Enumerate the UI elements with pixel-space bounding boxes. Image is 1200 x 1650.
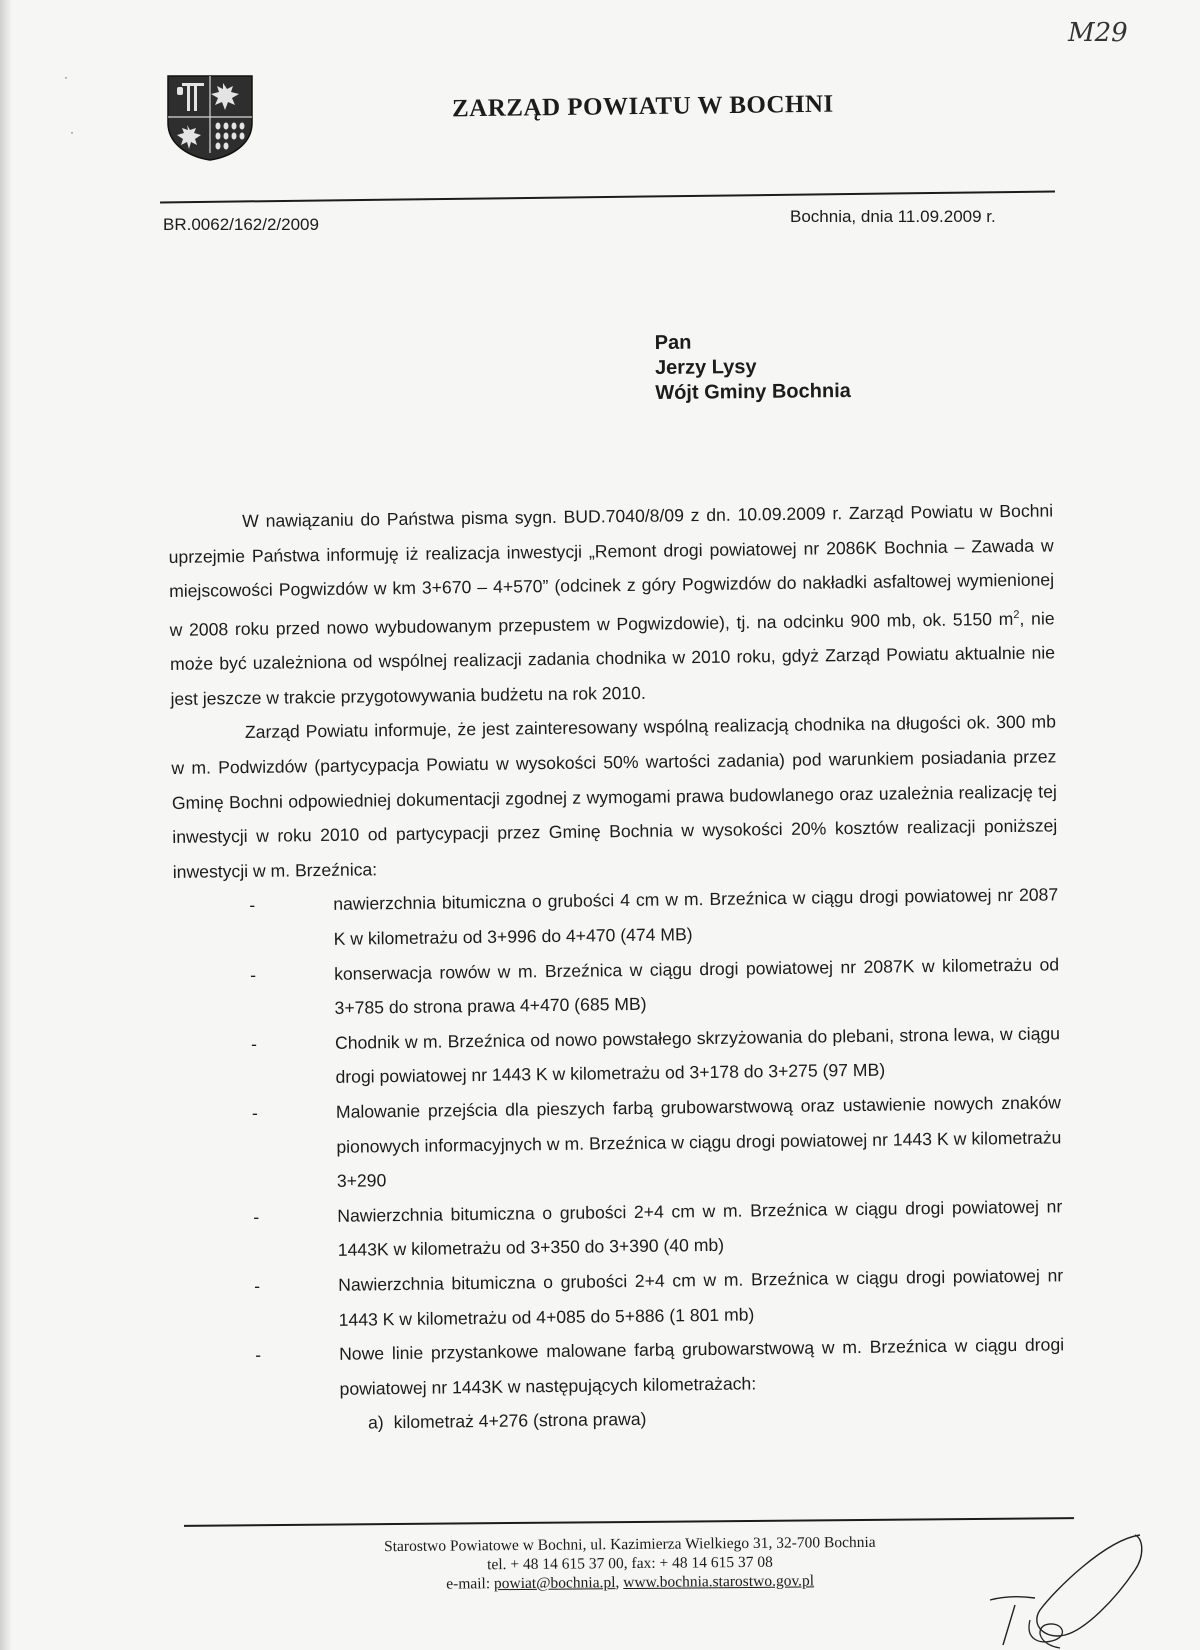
list-item-text: Nawierzchnia bitumiczna o grubości 2+4 cm w m. Brzeźnica w ciągu drogi powiatowej nr 1443 K w kilometrażu od 4+085 do 5+886 (1 801 mb) (338, 1265, 1064, 1330)
paragraph-1 (168, 493, 1056, 716)
letterhead-footer (240, 1532, 1020, 1596)
scan-speck: · (70, 125, 74, 139)
bullet-dash: - (253, 1206, 260, 1227)
email-label: e-mail: (446, 1575, 495, 1593)
superscript-2: 2 (1013, 608, 1020, 621)
sub-item-marker: a) (367, 1412, 384, 1433)
list-item (177, 1189, 1063, 1270)
footer-phone-fax: tel. + 48 14 615 37 00, fax: + 48 14 615 37 08 (487, 1553, 773, 1574)
email-link[interactable]: powiat@bochnia.pl (493, 1574, 616, 1593)
paragraph-1-text-cont: , nie może być uzależniona od wspólnej realizacji zadania chodnika w 2010 roku, gdyż Zarząd Powiatu aktualnie nie jest jeszcze w trakcie przygotowywania budżetu na rok 2010. (169, 608, 1056, 709)
bullet-dash: - (254, 1275, 261, 1296)
list-item-text: Nawierzchnia bitumiczna o grubości 2+4 cm w m. Brzeźnica w ciągu drogi powiatowej nr 1443K w kilometrażu od 3+350 do 3+390 (40 mb) (337, 1196, 1063, 1261)
list-item-text: konserwacja rowów w m. Brzeźnica w ciągu drogi powiatowej nr 2087K w kilometrażu od 3+785 do strona prawa 4+470 (685 MB) (334, 953, 1060, 1019)
paragraph-1-text: W nawiązaniu do Państwa pisma sygn. BUD.7040/8/09 z dn. 10.09.2009 r. Zarząd Powiatu w Bochni uprzejmie Państwa informuję iż realizacja inwestycji „Remont drogi powiatowej nr 2086K Bochnia – Zawada w miejscowości Pogwizdów w km 3+670 – 4+570” (odcinek z góry Pogwizdów do nakładki asfaltowej wymienionej w 2008 roku przed nowo wybudowanym przepustem w Pogwizdowie), tj. na odcinku 900 mb, ok. 5150 m (168, 500, 1055, 640)
list-item-text: Nowe linie przystankowe malowane farbą grubowarstwową w m. Brzeźnica w ciągu drogi powiatowej nr 1443K w następujących kilometrażach: (338, 1334, 1065, 1399)
list-item (174, 947, 1060, 1028)
addressee-name: Jerzy Lysy (654, 355, 757, 380)
footer-divider (184, 1517, 1074, 1527)
header-divider (160, 191, 1055, 204)
list-item-text: Malowanie przejścia dla pieszych farbą grubowarstwową oraz ustawienie nowych znaków pionowych informacyjnych w m. Brzeźnica w ciągu drogi powiatowej nr 1443 K w kilometrażu 3+290 (335, 1092, 1062, 1191)
handwritten-page-mark: M29 (1068, 18, 1128, 48)
place-and-date: Bochnia, dnia 11.09.2009 r. (790, 207, 996, 226)
scan-edge-shadow (0, 0, 12, 1650)
bullet-dash: - (249, 895, 256, 916)
document-title: ZARZĄD POWIATU W BOCHNI (451, 90, 834, 123)
list-item (176, 1085, 1062, 1200)
addressee-block (655, 329, 851, 406)
list-item (179, 1327, 1065, 1408)
bullet-dash: - (250, 964, 257, 985)
addressee-title: Wójt Gminy Bochnia (655, 379, 851, 405)
list-item-text: Chodnik w m. Brzeźnica od nowo powstałego skrzyżowania do plebani, strona lewa, w ciągu drogi powiatowej nr 1443 K w kilometrażu od 3+178 do 3+275 (97 MB) (334, 1023, 1061, 1088)
list-item-text: nawierzchnia bitumiczna o grubości 4 cm w m. Brzeźnica w ciągu drogi powiatowej nr 2087 K w kilometrażu od 3+996 do 4+470 (474 MB) (333, 884, 1059, 949)
footer-separator: , (615, 1574, 624, 1592)
website-link[interactable]: www.bochnia.starostwo.gov.pl (623, 1572, 815, 1592)
scan-speck: · (64, 70, 68, 84)
letter-body (168, 493, 1065, 1442)
reference-number: BR.0062/162/2/2009 (163, 215, 319, 234)
list-item (175, 1016, 1061, 1097)
footer-address: Starostwo Powiatowe w Bochni, ul. Kazimierza Wielkiego 31, 32-700 Bochnia (383, 1533, 876, 1556)
bullet-dash: - (251, 1102, 258, 1123)
list-item (178, 1258, 1064, 1339)
addressee-salutation: Pan (654, 331, 692, 355)
paragraph-2: Zarząd Powiatu informuje, że jest zainteresowany wspólną realizacją chodnika na długości ok. 300 mb w m. Podwizdów (partycypacja Powiatu w wysokości 50% wartości zadania) pod warunkiem posiadania przez Gminę Bochni odpowiedniej dokumentacji zgodnej z wymogami prawa budowlanego oraz uzależnia realizację tej inwestycji w roku 2010 od partycypacji przez Gminę Bochnia w wysokości 20% kosztów realizacji poniższej inwestycji w m. Brzeźnica: (171, 711, 1058, 882)
bullet-dash: - (250, 1033, 258, 1054)
bullet-dash: - (255, 1344, 262, 1366)
investment-list (173, 878, 1065, 1408)
signature-initials (985, 1530, 1145, 1650)
list-item (173, 878, 1059, 959)
sub-item-text: kilometraż 4+276 (strona prawa) (393, 1409, 647, 1433)
coat-of-arms-logo (165, 73, 255, 161)
